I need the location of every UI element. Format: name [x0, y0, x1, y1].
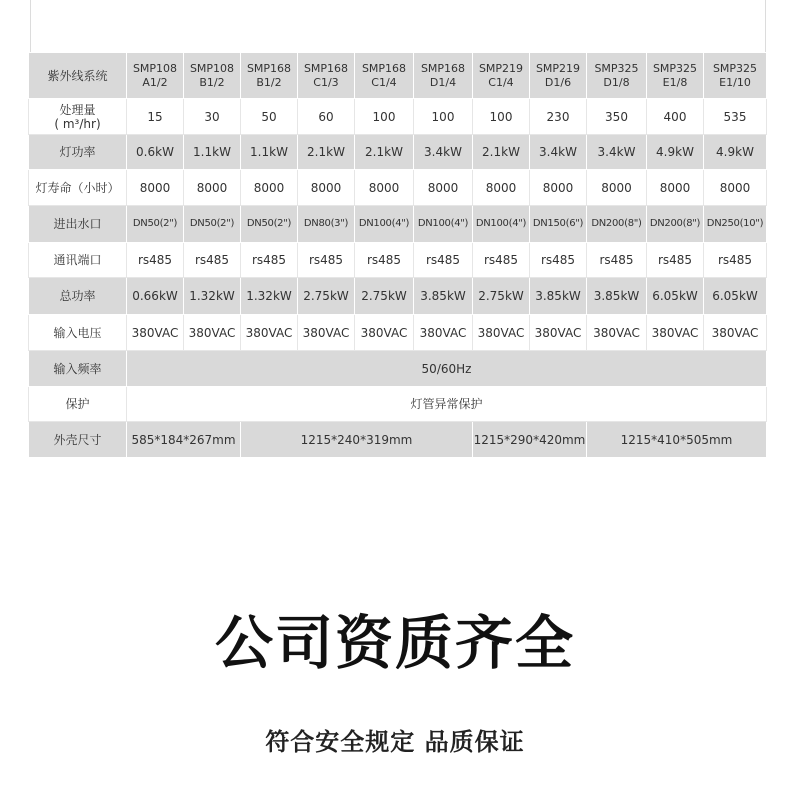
table-row: [29, 243, 767, 278]
table-row: [29, 315, 767, 351]
value-cell: DN200(8"): [587, 206, 647, 243]
value-cell: 6.05kW: [704, 278, 767, 315]
protection-value: 灯管异常保护: [127, 387, 767, 422]
housing-size: 585*184*267mm: [127, 422, 241, 458]
model-cell: SMP108 B1/2: [184, 53, 241, 99]
value-cell: 3.85kW: [530, 278, 587, 315]
header-row: [29, 53, 767, 99]
value-cell: 2.1kW: [298, 135, 355, 170]
table-row: [29, 387, 767, 422]
value-cell: 3.4kW: [587, 135, 647, 170]
value-cell: rs485: [414, 243, 473, 278]
value-cell: 8000: [647, 170, 704, 206]
value-cell: 1.32kW: [241, 278, 298, 315]
value-cell: 380VAC: [647, 315, 704, 351]
value-cell: 100: [473, 99, 530, 135]
model-cell: SMP219 C1/4: [473, 53, 530, 99]
value-cell: rs485: [473, 243, 530, 278]
value-cell: 380VAC: [414, 315, 473, 351]
top-frame: [30, 0, 766, 52]
value-cell: 8000: [355, 170, 414, 206]
value-cell: DN200(8"): [647, 206, 704, 243]
table-row: [29, 351, 767, 387]
value-cell: 380VAC: [127, 315, 184, 351]
value-cell: 1.32kW: [184, 278, 241, 315]
value-cell: 380VAC: [241, 315, 298, 351]
value-cell: 0.6kW: [127, 135, 184, 170]
subline: 符合安全规定 品质保证: [265, 728, 525, 756]
table-row: [29, 170, 767, 206]
value-cell: rs485: [647, 243, 704, 278]
housing-size: 1215*240*319mm: [241, 422, 473, 458]
value-cell: 8000: [414, 170, 473, 206]
value-cell: DN100(4"): [414, 206, 473, 243]
value-cell: 3.4kW: [530, 135, 587, 170]
value-cell: 380VAC: [355, 315, 414, 351]
row-label: 外壳尺寸: [29, 422, 127, 458]
model-cell: SMP168 C1/4: [355, 53, 414, 99]
table-row: [29, 422, 767, 458]
value-cell: 2.1kW: [473, 135, 530, 170]
value-cell: 30: [184, 99, 241, 135]
row-label: 输入电压: [29, 315, 127, 351]
value-cell: 4.9kW: [647, 135, 704, 170]
housing-size: 1215*410*505mm: [587, 422, 767, 458]
value-cell: 535: [704, 99, 767, 135]
value-cell: 60: [298, 99, 355, 135]
value-cell: DN50(2"): [184, 206, 241, 243]
value-cell: rs485: [587, 243, 647, 278]
model-cell: SMP168 D1/4: [414, 53, 473, 99]
model-cell: SMP168 C1/3: [298, 53, 355, 99]
value-cell: rs485: [241, 243, 298, 278]
value-cell: 6.05kW: [647, 278, 704, 315]
value-cell: 8000: [241, 170, 298, 206]
table-row: [29, 206, 767, 243]
model-cell: SMP325 D1/8: [587, 53, 647, 99]
value-cell: 2.75kW: [473, 278, 530, 315]
value-cell: 380VAC: [704, 315, 767, 351]
value-cell: 8000: [127, 170, 184, 206]
value-cell: 100: [355, 99, 414, 135]
headline: 公司资质齐全: [214, 609, 575, 677]
row-label: 总功率: [29, 278, 127, 315]
value-cell: 8000: [298, 170, 355, 206]
value-cell: 15: [127, 99, 184, 135]
value-cell: DN80(3"): [298, 206, 355, 243]
model-cell: SMP168 B1/2: [241, 53, 298, 99]
value-cell: 2.1kW: [355, 135, 414, 170]
row-label: 灯寿命（小时）: [29, 170, 127, 206]
value-cell: 100: [414, 99, 473, 135]
value-cell: DN50(2"): [127, 206, 184, 243]
value-cell: rs485: [355, 243, 414, 278]
value-cell: 230: [530, 99, 587, 135]
header-label: 紫外线系统: [29, 53, 127, 99]
value-cell: DN50(2"): [241, 206, 298, 243]
value-cell: 380VAC: [184, 315, 241, 351]
frequency-value: 50/60Hz: [127, 351, 767, 387]
model-cell: SMP325 E1/8: [647, 53, 704, 99]
value-cell: 400: [647, 99, 704, 135]
spec-table: [28, 52, 767, 458]
value-cell: 2.75kW: [298, 278, 355, 315]
row-label: 输入频率: [29, 351, 127, 387]
model-cell: SMP219 D1/6: [530, 53, 587, 99]
value-cell: 8000: [704, 170, 767, 206]
table-row: [29, 135, 767, 170]
value-cell: rs485: [127, 243, 184, 278]
row-label: 灯功率: [29, 135, 127, 170]
value-cell: DN100(4"): [473, 206, 530, 243]
value-cell: 380VAC: [473, 315, 530, 351]
model-cell: SMP108 A1/2: [127, 53, 184, 99]
value-cell: DN100(4"): [355, 206, 414, 243]
row-label: 通讯端口: [29, 243, 127, 278]
value-cell: 4.9kW: [704, 135, 767, 170]
value-cell: 8000: [473, 170, 530, 206]
value-cell: 8000: [530, 170, 587, 206]
value-cell: 0.66kW: [127, 278, 184, 315]
value-cell: 1.1kW: [241, 135, 298, 170]
row-label: 处理量 ( m³/hr): [29, 99, 127, 135]
row-label: 保护: [29, 387, 127, 422]
row-label: 进出水口: [29, 206, 127, 243]
model-cell: SMP325 E1/10: [704, 53, 767, 99]
value-cell: rs485: [184, 243, 241, 278]
value-cell: rs485: [704, 243, 767, 278]
value-cell: 8000: [184, 170, 241, 206]
value-cell: 350: [587, 99, 647, 135]
value-cell: 8000: [587, 170, 647, 206]
housing-size: 1215*290*420mm: [473, 422, 587, 458]
value-cell: 380VAC: [530, 315, 587, 351]
value-cell: 2.75kW: [355, 278, 414, 315]
value-cell: 380VAC: [298, 315, 355, 351]
value-cell: 380VAC: [587, 315, 647, 351]
value-cell: 3.4kW: [414, 135, 473, 170]
value-cell: 50: [241, 99, 298, 135]
value-cell: rs485: [298, 243, 355, 278]
value-cell: 1.1kW: [184, 135, 241, 170]
table-row: [29, 278, 767, 315]
value-cell: DN150(6"): [530, 206, 587, 243]
value-cell: 3.85kW: [587, 278, 647, 315]
value-cell: 3.85kW: [414, 278, 473, 315]
value-cell: DN250(10"): [704, 206, 767, 243]
value-cell: rs485: [530, 243, 587, 278]
table-row: [29, 99, 767, 135]
